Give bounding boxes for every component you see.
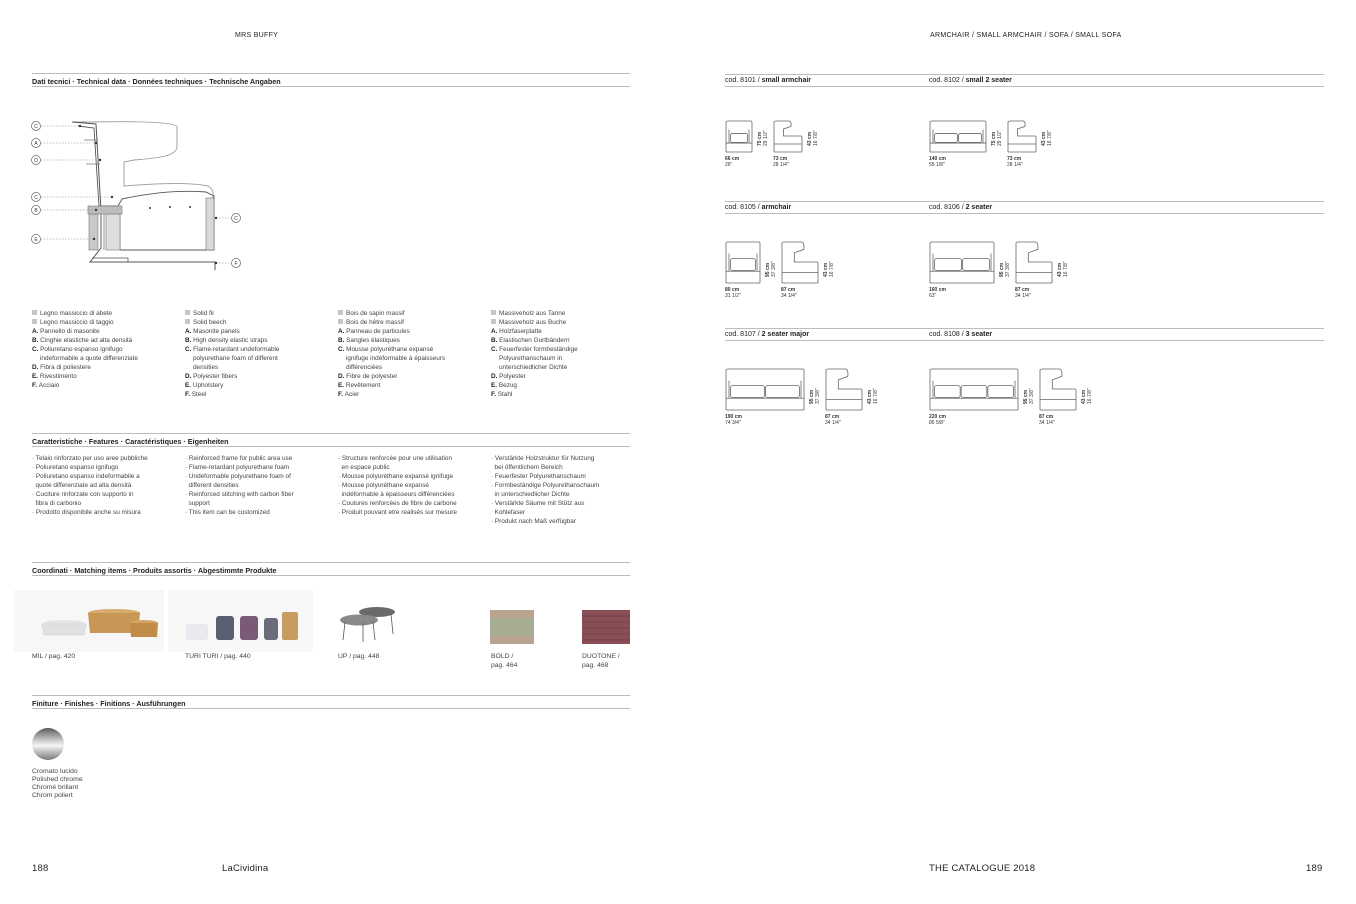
material-item: A. Panneau de particules — [338, 328, 410, 335]
text-line: Chrom poliert — [32, 792, 73, 799]
divider — [32, 575, 630, 576]
text-line: · Structure renforcée pour une utilisation — [338, 455, 453, 462]
divider — [725, 86, 1324, 87]
matching-item-image-bold — [490, 610, 534, 644]
text-line: Kohlefaser — [491, 509, 526, 516]
text-line: quote differenziate ad alta densità — [32, 482, 132, 489]
page-number-left: 188 — [32, 863, 49, 874]
material-item: B. Sangles élastiques — [338, 337, 400, 344]
text-line: · Mousse polyuréthane expansé — [338, 482, 429, 489]
text-line: · Flame-retardant polyurethane foam — [185, 464, 290, 471]
material-swatch-icon — [32, 310, 37, 315]
front-view-drawing — [725, 120, 755, 154]
materials-list-fr — [338, 309, 488, 399]
matching-item-image-mil — [14, 590, 164, 652]
front-view-drawing — [929, 368, 1021, 412]
material-item: A. Pannello di masonite — [32, 328, 100, 335]
divider — [32, 695, 630, 696]
material-item: A. Holzfaserplatte — [491, 328, 542, 335]
depth-dimension: 87 cm 34 1/4" — [1015, 287, 1031, 299]
seat-height-dimension: 43 cm 16 7/8" — [807, 130, 819, 146]
product-code-label: cod. 8108 / 3 seater — [929, 331, 993, 338]
finish-label — [32, 768, 83, 800]
text-line: · Formbeständige Polyurethanschaum — [491, 482, 600, 489]
material-item: Legno massiccio di taggio — [32, 318, 182, 327]
material-item: indeformabile a quote differenziate — [40, 355, 138, 362]
divider — [725, 74, 1324, 75]
depth-dimension: 87 cm 34 1/4" — [781, 287, 797, 299]
materials-list-en — [185, 309, 335, 399]
text-line: Chromé brillant — [32, 784, 79, 791]
width-dimension: 220 cm 86 5/8" — [929, 414, 946, 426]
material-item: F. Acier — [338, 391, 360, 398]
material-item: Legno massiccio di abete — [32, 309, 182, 318]
material-item: Solid beech — [185, 318, 335, 327]
height-dimension: 95 cm 37 3/8" — [765, 261, 777, 277]
marker-label: C — [34, 124, 38, 130]
width-dimension: 140 cm 55 1/8" — [929, 156, 946, 168]
divider — [32, 708, 630, 709]
material-item: densities — [193, 364, 219, 371]
front-view-drawing — [725, 368, 807, 412]
features-list-it — [32, 454, 148, 517]
text-line: fibra di carbonio — [32, 500, 82, 507]
height-dimension: 95 cm 37 3/8" — [999, 261, 1011, 277]
side-view-drawing — [825, 368, 865, 412]
material-item: polyurethane foam of different — [193, 355, 278, 362]
material-item: E. Rivestimento — [32, 373, 77, 380]
seat-height-dimension: 43 cm 16 7/8" — [823, 261, 835, 277]
finishes-title: Finiture · Finishes · Finitions · Ausführungen — [32, 699, 186, 708]
text-line: · Cuciture rinforzate con supporto in — [32, 491, 134, 498]
marker-label: B — [34, 208, 38, 214]
marker-label: E — [34, 237, 38, 243]
product-code-label: cod. 8105 / armchair — [725, 204, 792, 211]
text-line: · Mousse polyuréthane expansé ignifuge — [338, 473, 454, 480]
material-item: C. Mousse polyuréthane expansé — [338, 346, 434, 353]
matching-item-label: MIL / pag. 420 — [32, 653, 76, 660]
depth-dimension: 73 cm 28 1/4" — [773, 156, 789, 168]
material-item: Solid fir — [185, 309, 335, 318]
height-dimension: 75 cm 29 1/2" — [991, 130, 1003, 146]
matching-item-label: pag. 464 — [491, 662, 518, 669]
divider — [725, 328, 1324, 329]
left-page-header: MRS BUFFY — [235, 32, 279, 39]
height-dimension: 75 cm 29 1/2" — [757, 130, 769, 146]
brand-name: LaCividina — [222, 863, 269, 874]
height-dimension: 95 cm 37 3/8" — [1023, 388, 1035, 404]
product-code-label: cod. 8106 / 2 seater — [929, 204, 993, 211]
divider — [32, 562, 630, 563]
matching-item-label: pag. 468 — [582, 662, 609, 669]
marker-label: C — [34, 195, 38, 201]
features-list-de — [491, 454, 599, 526]
text-line: Cromato lucido — [32, 768, 78, 775]
side-view-drawing — [1007, 120, 1039, 154]
text-line: · Prodotto disponibile anche su misura — [32, 509, 141, 516]
materials-list-de — [491, 309, 641, 399]
material-swatch-icon — [185, 310, 190, 315]
material-item: F. Steel — [185, 391, 207, 398]
marker-label: A — [34, 141, 38, 147]
material-item: D. Fibra di poliestere — [32, 364, 91, 371]
height-dimension: 95 cm 37 3/8" — [809, 388, 821, 404]
text-line: different densities — [185, 482, 239, 489]
material-item: E. Upholstery — [185, 382, 224, 389]
material-item: C. Flame-retardant undeformable — [185, 346, 280, 353]
divider — [32, 446, 630, 447]
product-code-label: cod. 8102 / small 2 seater — [929, 77, 1012, 84]
material-item: E. Revêtement — [338, 382, 381, 389]
matching-item-label: UP / pag. 448 — [338, 653, 380, 660]
marker-label: D — [34, 158, 38, 164]
material-swatch-icon — [491, 310, 496, 315]
matching-item-image-turi-turi — [168, 590, 313, 652]
catalogue-title: THE CATALOGUE 2018 — [929, 863, 1036, 874]
side-view-drawing — [781, 241, 821, 285]
divider — [725, 201, 1324, 202]
matching-items-title: Coordinati · Matching items · Produits assortis · Abgestimmte Produkte — [32, 566, 277, 575]
material-item: B. Cinghie elastiche ad alta densità — [32, 337, 133, 344]
text-line: in unterschiedlicher Dichte — [491, 491, 570, 498]
material-item: F. Stahl — [491, 391, 513, 398]
materials-list-it — [32, 309, 182, 390]
matching-item-image-up — [335, 598, 405, 646]
material-item: Massiveholz aus Buche — [491, 318, 641, 327]
width-dimension: 190 cm 74 3/4" — [725, 414, 742, 426]
front-view-drawing — [725, 241, 763, 285]
width-dimension: 160 cm 63" — [929, 287, 946, 299]
text-line: · Reinforced frame for public area use — [185, 455, 293, 462]
material-item: ignifuge indéformable à épaisseurs — [346, 355, 446, 362]
material-item: unterschiedlicher Dichte — [499, 364, 568, 371]
technical-section-diagram — [0, 0, 260, 280]
seat-height-dimension: 43 cm 16 7/8" — [1081, 388, 1093, 404]
width-dimension: 80 cm 31 1/2" — [725, 287, 741, 299]
features-title: Caratteristiche · Features · Caractéristiques · Eigenheiten — [32, 437, 229, 446]
text-line: Polished chrome — [32, 776, 83, 783]
text-line: · Produkt nach Maß verfügbar — [491, 518, 576, 525]
material-item: Bois de hêtre massif — [338, 318, 488, 327]
material-item: Bois de sapin massif — [338, 309, 488, 318]
technical-data-title: Dati tecnici · Technical data · Données techniques · Technische Angaben — [32, 77, 281, 86]
marker-label: F — [234, 261, 238, 267]
divider — [725, 213, 1324, 214]
product-code-label: cod. 8107 / 2 seater major — [725, 331, 810, 338]
features-list-en — [185, 454, 294, 517]
material-item: Polyurethanschaum in — [499, 355, 563, 362]
text-line: · Verstärkte Holzstruktur für Nutzung — [491, 455, 595, 462]
material-item: B. Elastischen Gurtbändern — [491, 337, 570, 344]
material-swatch-icon — [185, 319, 190, 324]
text-line: · This item can be customized — [185, 509, 270, 516]
material-item: E. Bezug — [491, 382, 517, 389]
matching-item-image-duotone — [582, 610, 630, 644]
finish-swatch-chrome — [32, 728, 66, 762]
material-item: Massiveholz aus Tanne — [491, 309, 641, 318]
text-line: · Produit pouvant etre realisés sur mesure — [338, 509, 457, 516]
text-line: · Poliuretano espanso indeformabile a — [32, 473, 140, 480]
depth-dimension: 87 cm 34 1/4" — [1039, 414, 1055, 426]
text-line: · Reinforced stitching with carbon fiber — [185, 491, 294, 498]
text-line: · Poliuretano espanso ignifugo — [32, 464, 119, 471]
material-item: B. High density elastic straps — [185, 337, 268, 344]
material-swatch-icon — [338, 310, 343, 315]
divider — [725, 340, 1324, 341]
matching-item-label: DUOTONE / — [582, 653, 620, 660]
matching-item-label: TURI TURI / pag. 440 — [185, 653, 251, 660]
material-swatch-icon — [491, 319, 496, 324]
width-dimension: 66 cm 26" — [725, 156, 740, 168]
depth-dimension: 87 cm 34 1/4" — [825, 414, 841, 426]
seat-height-dimension: 43 cm 16 7/8" — [1057, 261, 1069, 277]
text-line: en espace public — [338, 464, 390, 471]
side-view-drawing — [1039, 368, 1079, 412]
side-view-drawing — [1015, 241, 1055, 285]
text-line: · Coutures renforcées de fibre de carbone — [338, 500, 457, 507]
seat-height-dimension: 43 cm 16 7/8" — [1041, 130, 1053, 146]
text-line: · Undeformable polyurethane foam of — [185, 473, 291, 480]
material-item: différenciées — [346, 364, 383, 371]
text-line: · Feuerfester Polyurethanschaum — [491, 473, 586, 480]
material-item: D. Fibre de polyester — [338, 373, 398, 380]
right-page-header: ARMCHAIR / SMALL ARMCHAIR / SOFA / SMALL SOFA — [930, 32, 1122, 39]
material-item: D. Polyester fibers — [185, 373, 238, 380]
product-code-label: cod. 8101 / small armchair — [725, 77, 812, 84]
page-number-right: 189 — [1306, 863, 1323, 874]
material-item: A. Masonite panels — [185, 328, 240, 335]
material-item: C. Feuerfester formbeständige — [491, 346, 578, 353]
seat-height-dimension: 43 cm 16 7/8" — [867, 388, 879, 404]
side-view-drawing — [773, 120, 805, 154]
text-line: · Telaio rinforzato per uso aree pubbliche — [32, 455, 148, 462]
text-line: indéformable à épaisseurs différenciées — [338, 491, 455, 498]
text-line: bei öffentlichem Bereich — [491, 464, 563, 471]
matching-item-label: BOLD / — [491, 653, 514, 660]
front-view-drawing — [929, 120, 989, 154]
text-line: · Verstärkte Säume mit Stütz aus — [491, 500, 585, 507]
material-swatch-icon — [338, 319, 343, 324]
material-item: F. Acciaio — [32, 382, 60, 389]
front-view-drawing — [929, 241, 997, 285]
material-item: C. Poliuretano espanso ignifugo — [32, 346, 123, 353]
material-item: D. Polyester — [491, 373, 526, 380]
material-swatch-icon — [32, 319, 37, 324]
divider — [32, 433, 630, 434]
features-list-fr — [338, 454, 457, 517]
marker-label: C — [234, 216, 238, 222]
depth-dimension: 73 cm 28 1/4" — [1007, 156, 1023, 168]
text-line: support — [185, 500, 210, 507]
